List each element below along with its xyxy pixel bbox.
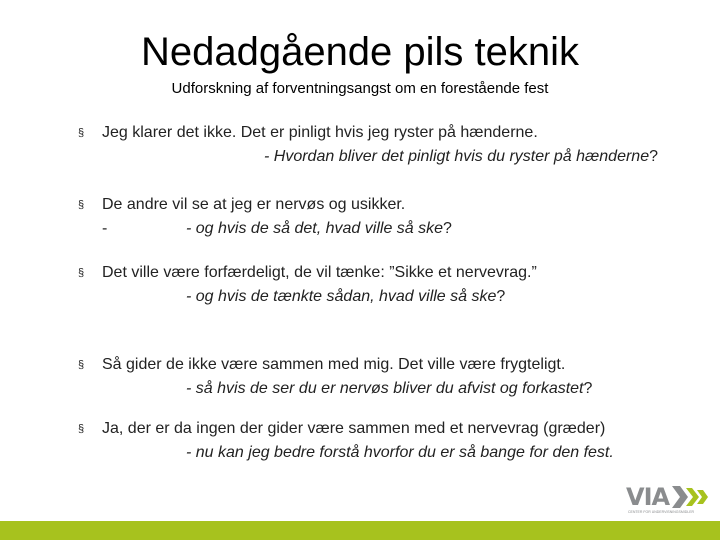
bullet-response — [264, 146, 658, 168]
bullet-response — [186, 442, 614, 464]
bullet-marker: § — [78, 267, 85, 279]
response-end: ? — [496, 288, 506, 305]
response-question: - så hvis de ser du er nervøs bliver du afvist og forkastet — [186, 380, 584, 397]
bullet-response — [186, 286, 505, 308]
bullet-marker: § — [78, 199, 85, 211]
via-logo-tagline: CENTER FOR UNDERVISNINGSMIDLER — [628, 510, 695, 514]
bullet-marker: § — [78, 359, 85, 371]
slide-title: Nedadgående pils teknik — [140, 30, 580, 74]
response-end: ? — [443, 220, 452, 237]
response-question: - Hvordan bliver det pinligt hvis du ryster på hænderne — [264, 148, 650, 165]
bullet-marker: § — [78, 127, 85, 139]
response-question: - nu kan jeg bedre forstå hvorfor du er så bange for den fest. — [186, 444, 614, 461]
response-end: ? — [649, 148, 658, 165]
bullet-marker: § — [78, 423, 85, 435]
bullet-text: Det ville være forfærdeligt, de vil tænke: ”Sikke et nervevrag.” — [102, 264, 537, 281]
bullet-text: Ja, der er da ingen der gider være sammen med et nervevrag (græder) — [102, 420, 606, 437]
bullet-response — [186, 378, 592, 400]
via-logo-wordmark: VIA — [626, 483, 670, 511]
slide-subtitle: Udforskning af forventningsangst om en forestående fest — [171, 80, 549, 97]
response-question: - og hvis de så det, hvad ville så ske — [186, 220, 444, 237]
accent-bar — [0, 521, 720, 540]
response-end: ? — [583, 380, 593, 397]
bullet-response — [186, 218, 452, 240]
bullet-text: Jeg klarer det ikke. Det er pinligt hvis jeg ryster på hænderne. — [102, 124, 538, 141]
bullet-text: Så gider de ikke være sammen med mig. Det ville være frygteligt. — [102, 356, 566, 373]
bullet-text: De andre vil se at jeg er nervøs og usikker. — [102, 196, 406, 213]
via-arrow-icon — [670, 484, 710, 510]
lead-dash: - — [102, 220, 108, 237]
response-question: - og hvis de tænkte sådan, hvad ville så ske — [186, 288, 497, 305]
via-logo — [626, 483, 712, 523]
